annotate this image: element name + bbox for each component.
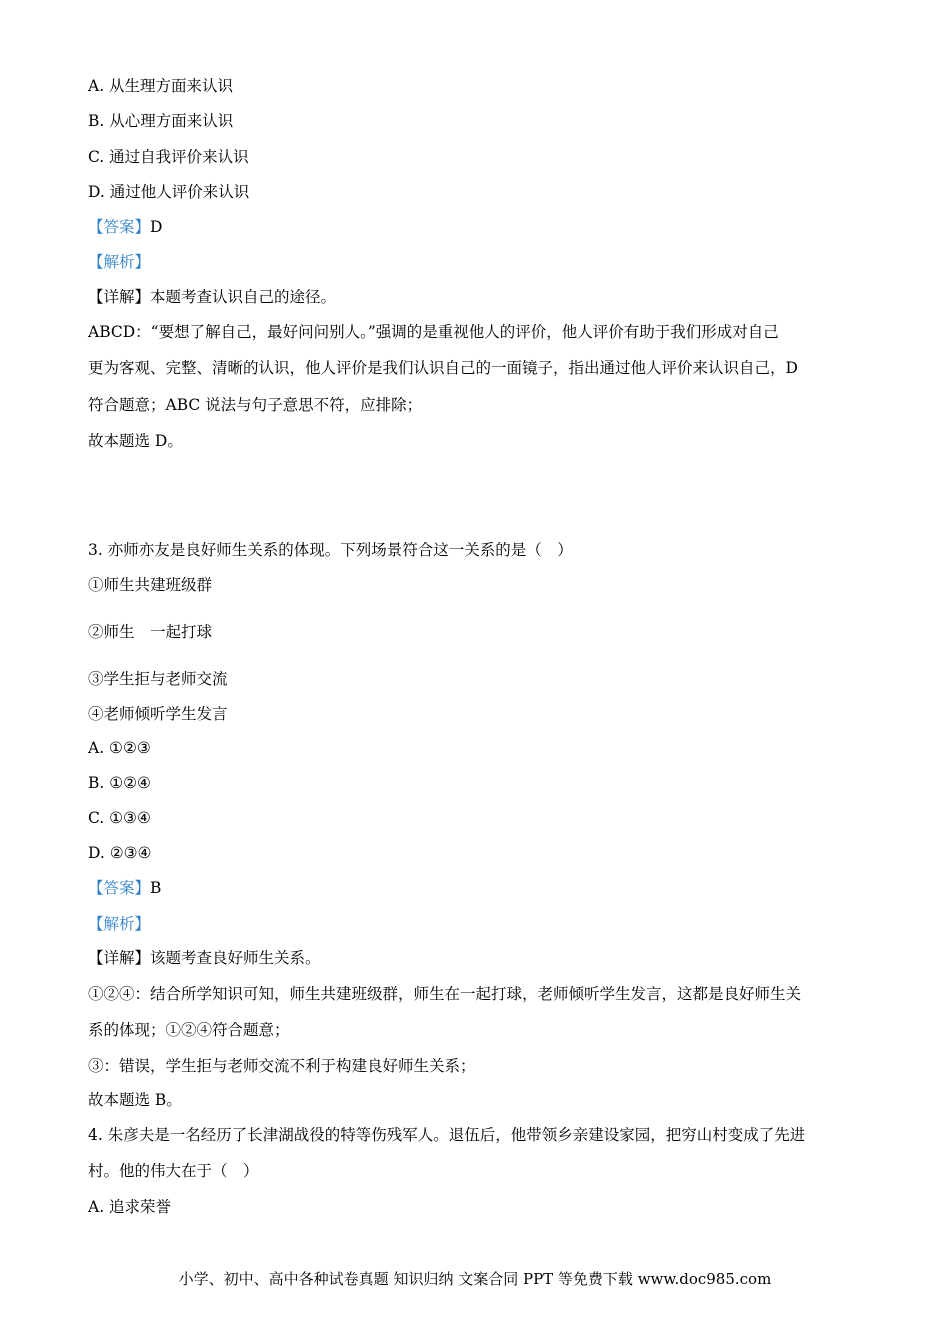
- q3-stem: 3. 亦师亦友是良好师生关系的体现。下列场景符合这一关系的是（ ）: [88, 541, 573, 559]
- q3-conclusion: 故本题选 B。: [88, 1091, 182, 1109]
- q3-option-a: A. ①②③: [88, 739, 151, 757]
- q3-option-d: D. ②③④: [88, 844, 152, 862]
- q3-detail-tag: 【详解】: [88, 949, 151, 967]
- q2-detail: [88, 287, 336, 307]
- q3-analysis-tag: 【解析】: [88, 915, 151, 933]
- q2-option-d: D. 通过他人评价来认识: [88, 183, 250, 201]
- q2-option-a: A. 从生理方面来认识: [88, 77, 234, 95]
- q2-option-c: C. 通过自我评价来认识: [88, 148, 249, 166]
- q3-answer-value: B: [150, 879, 162, 897]
- q3-detail-text: 该题考查良好师生关系。: [150, 949, 321, 967]
- q4-stem-line-1: 4. 朱彦夫是一名经历了长津湖战役的特等伤残军人。退伍后，他带领乡亲建设家园，把穷山村变成了先进: [88, 1126, 806, 1144]
- q3-item-1: ①师生共建班级群: [88, 576, 213, 594]
- q3-detail: [88, 948, 321, 968]
- q4-option-a: A. 追求荣誉: [88, 1198, 172, 1216]
- q3-option-b: B. ①②④: [88, 774, 151, 792]
- q3-explanation-line-2: 系的体现；①②④符合题意；: [88, 1021, 290, 1039]
- q3-explanation-line-1: ①②④：结合所学知识可知，师生共建班级群，师生在一起打球，老师倾听学生发言，这都是良好师生关: [88, 985, 802, 1003]
- q2-answer-value: D: [150, 218, 163, 236]
- q2-analysis-tag: 【解析】: [88, 253, 151, 271]
- q3-item-4: ④老师倾听学生发言: [88, 705, 228, 723]
- q3-item-3: ③学生拒与老师交流: [88, 670, 228, 688]
- q3-option-c: C. ①③④: [88, 809, 151, 827]
- q2-explanation-line-2: 更为客观、完整、清晰的认识，他人评价是我们认识自己的一面镜子，指出通过他人评价来认识自己，D: [88, 359, 798, 377]
- q2-detail-text: 本题考查认识自己的途径。: [150, 288, 337, 306]
- q2-answer: [88, 217, 162, 237]
- q2-detail-tag: 【详解】: [88, 288, 151, 306]
- q2-explanation-line-3: 符合题意；ABC 说法与句子意思不符，应排除；: [88, 396, 423, 414]
- q2-explanation-line-1: ABCD：“要想了解自己，最好问问别人。”强调的是重视他人的评价，他人评价有助于我们形成对自己: [88, 323, 779, 341]
- q3-answer: [88, 878, 161, 898]
- q3-explanation-line-3: ③：错误，学生拒与老师交流不利于构建良好师生关系；: [88, 1057, 476, 1075]
- q4-stem-line-2: 村。他的伟大在于（ ）: [88, 1162, 259, 1180]
- q2-option-b: B. 从心理方面来认识: [88, 112, 234, 130]
- q2-answer-tag: 【答案】: [88, 218, 151, 236]
- q3-answer-tag: 【答案】: [88, 879, 151, 897]
- page-footer: 小学、初中、高中各种试卷真题 知识归纳 文案合同 PPT 等免费下载 www.doc985.com: [178, 1270, 772, 1288]
- q3-item-2: ②师生 一起打球: [88, 623, 213, 641]
- q2-conclusion: 故本题选 D。: [88, 432, 183, 450]
